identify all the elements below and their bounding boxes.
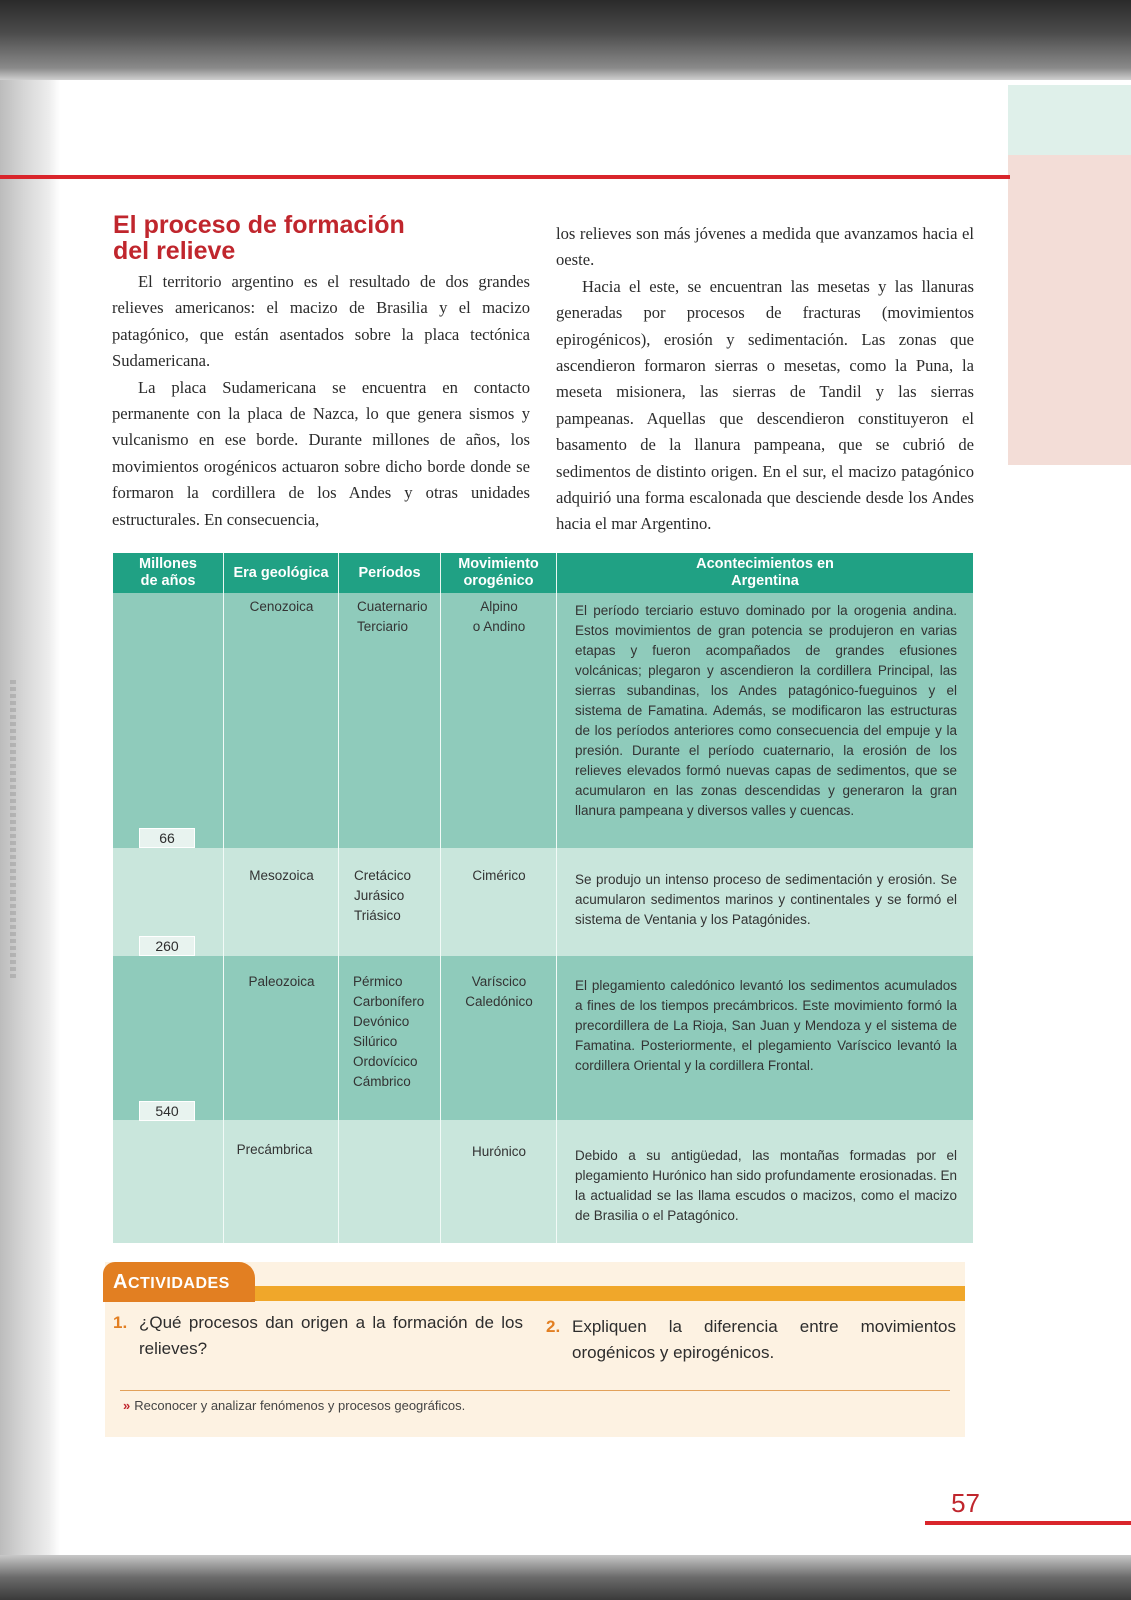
era-cell: Precámbrica [236,1142,313,1157]
side-tab-top [1008,85,1131,155]
period: Ordovícico [353,1054,418,1069]
period: Pérmico [353,974,403,989]
period: Cretácico [354,868,412,883]
movement: o Andino [472,619,526,634]
paragraph: La placa Sudamericana se encuentra en contacto permanente con la placa de Nazca, lo que genera sismos y vulcanismo en ese borde. Durante millones de años, los movimientos orogénicos actuaron sobre dicho borde donde se formaron la cordillera de los Andes y otras unidades estructurales. En consecuencia, [112,377,530,529]
activities-divider [120,1390,950,1391]
periods-cell [357,597,442,637]
header-acontecimientos: Acontecimientos en Argentina [696,556,834,589]
periods-cell [354,866,439,926]
period: Triásico [354,908,401,923]
period: Cuaternario [357,599,428,614]
movement: Cimérico [472,868,526,883]
period: Cámbrico [353,1074,411,1089]
text-column-right [556,221,974,538]
era-cell: Paleozoica [248,974,315,989]
paragraph: Hacia el este, se encuentran las mesetas y las llanuras generadas por procesos de fracturas (movimientos epirogénicos), erosión y sedimentación. Las zonas que ascendieron formaron sierras o mesetas, como la Puna, la meseta misionera, las sierras de Tandil y las sierras pampeanas. Aquellas que descendieron constituyeron el basamento de la llanura pampeana, que se cubrió de sedimentos de distinto origen. En el sur, el macizo patagónico adquirió una forma escalonada que desciende desde los Andes hacia el mar Argentino. [556,276,974,534]
periods-cell [353,972,441,1092]
table-header [113,553,973,593]
age-limit: 66 [139,828,195,848]
movement-cell [441,972,557,1012]
events-cell: Debido a su antigüedad, las montañas formadas por el plegamiento Hurónico han sido profundamente erosionadas. En la actualidad se las llama escudos o macizos, como el macizo de Brasilia o el Patagónico. [575,1148,958,1223]
activity-text: ¿Qué procesos dan origen a la formación de los relieves? [139,1313,523,1358]
movement-cell [441,1142,557,1162]
movement: Alpino [480,599,518,614]
geology-table [113,553,973,1243]
period: Carbonífero [353,994,425,1009]
era-cell: Cenozoica [249,599,314,614]
activities-label [103,1262,255,1302]
double-chevron-icon: » [123,1398,131,1413]
paragraph: los relieves son más jóvenes a medida que avanzamos hacia el oeste. [556,224,974,270]
column-divider [338,593,339,1243]
activity-item-2 [546,1314,956,1366]
text-column-left [112,269,530,533]
header-periodos: Períodos [339,553,441,593]
section-title: El proceso de formación del relieve [113,211,405,265]
events-cell: El período terciario estuvo dominado por la orogenia andina. Estos movimientos de gran potencia se produjeron en varias etapas y fueron acompañados de grandes efusiones volcánicas; plegaron y ascendieron la cordillera Principal, las sierras subandinas, los Andes patagónico-fueguinos y el sistema de Famatina. Además, se modificaron las estructuras de los períodos anteriores como consecuencia del empuje y la presión. Durante el período cuaternario, la erosión de los relieves elevados formó nuevas capas de sedimentos, que se acumularon en las zonas descendidas y generaron la gran llanura pampeana y diversos valles y cuencas. [575,603,957,818]
period: Terciario [357,619,409,634]
movement: Hurónico [471,1144,527,1159]
age-limit: 540 [139,1101,195,1121]
header-movimiento: Movimiento orogénico [441,553,557,593]
activity-number: 2. [546,1317,561,1336]
era-cell: Mesozoica [249,868,314,883]
activities-label-initial: A [113,1271,128,1293]
period: Jurásico [354,888,405,903]
spine-copyright-text [10,680,16,980]
book-spine-shadow [0,80,60,1555]
page-number: 57 [951,1488,980,1518]
goal-text: Reconocer y analizar fenómenos y procesos geográficos. [134,1398,466,1413]
scan-shadow-bottom [0,1555,1131,1600]
age-limit: 260 [139,936,195,956]
activities-label-rest: CTIVIDADES [127,1275,230,1292]
activity-text: Expliquen la diferencia entre movimientos orogénicos y epirogénicos. [572,1317,956,1362]
activity-number: 1. [113,1313,128,1332]
activity-item-1 [113,1310,523,1362]
events-cell: El plegamiento caledónico levantó los sedimentos acumulados a fines de los tiempos precámbricos. Este movimiento formó la precordillera de La Rioja, San Juan y Mendoza y el sistema de Famatina. Posteriormente, el plegamiento Varíscico levantó la cordillera Oriental y la cordillera Frontal. [575,978,957,1073]
period: Devónico [353,1014,410,1029]
movement-cell [441,597,557,637]
learning-goal [123,1397,465,1415]
movement: Caledónico [465,994,533,1009]
header-millones: Millones de años [113,553,224,593]
movement: Varíscico [471,974,527,989]
movement-cell [441,866,557,886]
top-rule [0,175,1010,179]
events-cell: Se produjo un intenso proceso de sedimentación y erosión. Se acumularon sedimentos marinos y continentales y se formó el sistema de Ventania y los Patagónides. [575,872,957,927]
paragraph: El territorio argentino es el resultado de dos grandes relieves americanos: el macizo de Brasilia y el macizo patagónico, que están asentados sobre la placa tectónica Sudamericana. [112,272,530,371]
bottom-rule [925,1521,1131,1525]
period: Silúrico [353,1034,398,1049]
header-era: Era geológica [224,553,339,593]
scan-shadow-top [0,0,1131,80]
